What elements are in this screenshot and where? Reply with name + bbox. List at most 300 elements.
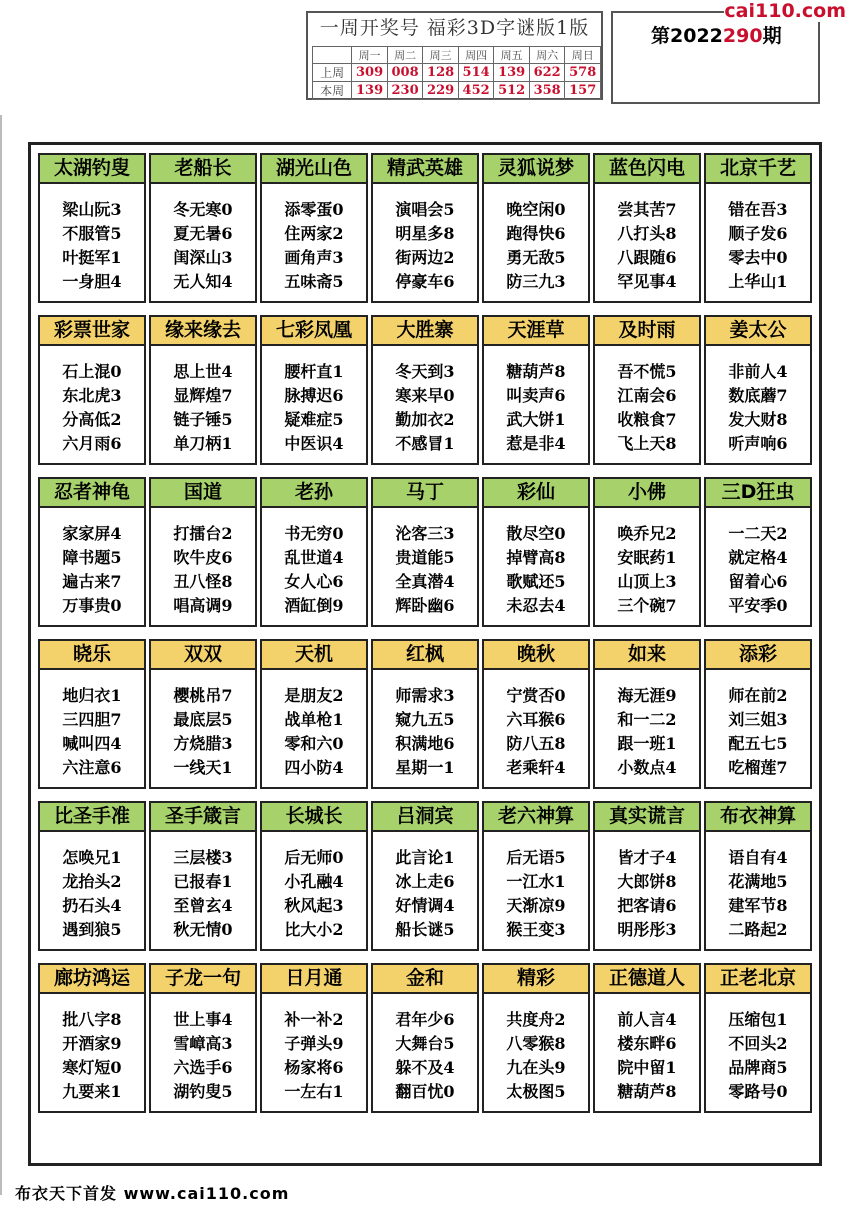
riddle-line: 街两边2 [395, 248, 455, 267]
draw-number: 139 [494, 64, 530, 82]
riddle-line: 链子锤5 [173, 410, 233, 429]
riddle-line: 君年少6 [395, 1010, 455, 1029]
riddle-line: 窥九五5 [395, 710, 455, 729]
riddle-line: 惹是非4 [506, 434, 566, 453]
riddle-line: 三层楼3 [173, 848, 233, 867]
riddle-line: 秋无情0 [173, 920, 233, 939]
riddle-line: 叫卖声6 [506, 386, 566, 405]
puzzle-card [149, 477, 257, 627]
issue-label: 第2022290期 [651, 25, 782, 47]
riddle-line: 开酒家9 [62, 1034, 122, 1053]
riddle-line: 一线天1 [173, 758, 233, 777]
day-label: 周三 [423, 47, 459, 64]
riddle-line: 掉臂高8 [506, 548, 566, 567]
card-body [595, 184, 699, 294]
riddle-line: 一身胆4 [62, 272, 122, 291]
puzzle-card [593, 639, 701, 789]
riddle-line: 飞上天8 [617, 434, 677, 453]
puzzle-card [260, 477, 368, 627]
riddle-line: 最底层5 [173, 710, 233, 729]
card-title: 廊坊鸿运 [40, 965, 144, 994]
riddle-line: 好情调4 [395, 896, 455, 915]
card-body [262, 184, 366, 294]
riddle-line: 小数点4 [617, 758, 677, 777]
card-body [706, 184, 810, 294]
riddle-line: 单刀柄1 [173, 434, 233, 453]
riddle-line: 积满地6 [395, 734, 455, 753]
riddle-line: 湖钓叟5 [173, 1082, 233, 1101]
day-label: 周一 [352, 47, 388, 64]
puzzle-card [704, 639, 812, 789]
puzzle-card [260, 315, 368, 465]
riddle-line: 听声响6 [728, 434, 788, 453]
riddle-line: 太极图5 [506, 1082, 566, 1101]
card-body [373, 184, 477, 294]
draw-number: 157 [565, 82, 601, 100]
riddle-line: 一二天2 [728, 524, 788, 543]
card-body [595, 832, 699, 942]
riddle-line: 地归衣1 [62, 686, 122, 705]
riddle-line: 师在前2 [728, 686, 788, 705]
card-body [262, 832, 366, 942]
riddle-line: 分高低2 [62, 410, 122, 429]
puzzle-card [371, 153, 479, 303]
riddle-line: 平安季0 [728, 596, 788, 615]
riddle-line: 遇到狼5 [62, 920, 122, 939]
draw-number: 578 [565, 64, 601, 82]
riddle-line: 防三九3 [506, 272, 566, 291]
riddle-line: 八零猴8 [506, 1034, 566, 1053]
riddle-line: 江南会6 [617, 386, 677, 405]
card-body [484, 670, 588, 780]
riddle-line: 遍古来7 [62, 572, 122, 591]
puzzle-card [38, 963, 146, 1113]
riddle-line: 大舞台5 [395, 1034, 455, 1053]
weekly-draw-panel [306, 11, 603, 100]
card-title: 湖光山色 [262, 155, 366, 184]
card-body [484, 346, 588, 456]
riddle-line: 不服管5 [62, 224, 122, 243]
riddle-line: 勤加衣2 [395, 410, 455, 429]
riddle-line: 冰上走6 [395, 872, 455, 891]
card-body [706, 508, 810, 618]
riddle-line: 皆才子4 [617, 848, 677, 867]
puzzle-card [260, 153, 368, 303]
riddle-line: 勇无敌5 [506, 248, 566, 267]
card-body [595, 508, 699, 618]
card-title: 灵狐说梦 [484, 155, 588, 184]
riddle-line: 此言论1 [395, 848, 455, 867]
riddle-line: 散尽空0 [506, 524, 566, 543]
riddle-line: 把客请6 [617, 896, 677, 915]
day-label: 周五 [494, 47, 530, 64]
this-week-row [313, 82, 601, 100]
card-title: 北京千艺 [706, 155, 810, 184]
riddle-line: 糖葫芦8 [506, 362, 566, 381]
riddle-line: 六耳猴6 [506, 710, 566, 729]
card-body [262, 994, 366, 1104]
card-body [40, 346, 144, 456]
riddle-line: 女人心6 [284, 572, 344, 591]
riddle-line: 六选手6 [173, 1058, 233, 1077]
riddle-line: 家家屏4 [62, 524, 122, 543]
riddle-line: 六注意6 [62, 758, 122, 777]
riddle-line: 后无师0 [284, 848, 344, 867]
riddle-line: 明彤彤3 [617, 920, 677, 939]
puzzle-card [482, 963, 590, 1113]
riddle-line: 吾不慌5 [617, 362, 677, 381]
day-label: 周六 [529, 47, 565, 64]
card-title: 姜太公 [706, 317, 810, 346]
riddle-line: 一左右1 [284, 1082, 344, 1101]
card-title: 金和 [373, 965, 477, 994]
card-body [706, 832, 810, 942]
draw-number: 452 [458, 82, 494, 100]
card-body [373, 508, 477, 618]
puzzle-card [260, 639, 368, 789]
riddle-line: 东北虎3 [62, 386, 122, 405]
puzzle-row [38, 801, 812, 963]
riddle-line: 上华山1 [728, 272, 788, 291]
riddle-line: 尝其苦7 [617, 200, 677, 219]
day-label: 周二 [387, 47, 423, 64]
riddle-line: 山顶上3 [617, 572, 677, 591]
riddle-line: 中医识4 [284, 434, 344, 453]
puzzle-card [482, 639, 590, 789]
riddle-line: 唱高调9 [173, 596, 233, 615]
card-body [40, 508, 144, 618]
card-title: 彩仙 [484, 479, 588, 508]
card-body [373, 670, 477, 780]
riddle-line: 零去中0 [728, 248, 788, 267]
riddle-line: 补一补2 [284, 1010, 344, 1029]
card-title: 老船长 [151, 155, 255, 184]
row-label: 本周 [313, 82, 352, 100]
riddle-line: 共度舟2 [506, 1010, 566, 1029]
riddle-line: 和一二2 [617, 710, 677, 729]
riddle-line: 樱桃吊7 [173, 686, 233, 705]
puzzle-card [482, 477, 590, 627]
riddle-line: 至曾玄4 [173, 896, 233, 915]
puzzle-card [149, 315, 257, 465]
riddle-line: 八跟随6 [617, 248, 677, 267]
draw-results-table [312, 46, 601, 100]
issue-number: 290 [722, 25, 763, 47]
card-title: 七彩凤凰 [262, 317, 366, 346]
riddle-line: 零路号0 [728, 1082, 788, 1101]
card-title: 添彩 [706, 641, 810, 670]
riddle-line: 花满地5 [728, 872, 788, 891]
card-body [706, 346, 810, 456]
draw-number: 622 [529, 64, 565, 82]
riddle-line: 糖葫芦8 [617, 1082, 677, 1101]
card-title: 晚秋 [484, 641, 588, 670]
puzzle-row [38, 477, 812, 639]
card-title: 大胜寨 [373, 317, 477, 346]
puzzle-card [704, 963, 812, 1113]
riddle-line: 压缩包1 [728, 1010, 788, 1029]
puzzle-row [38, 315, 812, 477]
riddle-line: 批八字8 [62, 1010, 122, 1029]
riddle-line: 非前人4 [728, 362, 788, 381]
riddle-line: 六月雨6 [62, 434, 122, 453]
riddle-line: 安眠药1 [617, 548, 677, 567]
riddle-line: 全真潜4 [395, 572, 455, 591]
riddle-line: 罕见事4 [617, 272, 677, 291]
puzzle-card [371, 639, 479, 789]
puzzle-card [149, 963, 257, 1113]
puzzle-card [371, 801, 479, 951]
riddle-line: 三四胆7 [62, 710, 122, 729]
card-title: 国道 [151, 479, 255, 508]
riddle-line: 数底蘑7 [728, 386, 788, 405]
riddle-line: 一江水1 [506, 872, 566, 891]
puzzle-card [38, 477, 146, 627]
puzzle-card [704, 315, 812, 465]
card-body [595, 346, 699, 456]
puzzle-card [38, 153, 146, 303]
riddle-line: 刘三姐3 [728, 710, 788, 729]
day-label: 周日 [565, 47, 601, 64]
riddle-line: 歌赋还5 [506, 572, 566, 591]
puzzle-board [28, 142, 822, 1166]
riddle-line: 猴王变3 [506, 920, 566, 939]
riddle-line: 书无穷0 [284, 524, 344, 543]
days-row [313, 47, 601, 64]
riddle-line: 明星多8 [395, 224, 455, 243]
riddle-line: 翻百忧0 [395, 1082, 455, 1101]
riddle-line: 晚空闲0 [506, 200, 566, 219]
puzzle-card [38, 801, 146, 951]
riddle-line: 秋风起3 [284, 896, 344, 915]
riddle-line: 龙抬头2 [62, 872, 122, 891]
riddle-line: 后无语5 [506, 848, 566, 867]
draw-number: 514 [458, 64, 494, 82]
card-title: 太湖钓叟 [40, 155, 144, 184]
card-body [262, 346, 366, 456]
card-title: 彩票世家 [40, 317, 144, 346]
card-body [151, 832, 255, 942]
riddle-line: 比大小2 [284, 920, 344, 939]
puzzle-row [38, 963, 812, 1125]
puzzle-card [38, 639, 146, 789]
riddle-line: 星期一1 [395, 758, 455, 777]
riddle-line: 住两家2 [284, 224, 344, 243]
riddle-line: 就定格4 [728, 548, 788, 567]
left-margin-rule [0, 115, 2, 1195]
card-title: 蓝色闪电 [595, 155, 699, 184]
card-body [151, 508, 255, 618]
card-title: 真实谎言 [595, 803, 699, 832]
card-body [262, 670, 366, 780]
puzzle-card [593, 315, 701, 465]
puzzle-card [704, 153, 812, 303]
riddle-line: 夏无暑6 [173, 224, 233, 243]
draw-number: 309 [352, 64, 388, 82]
riddle-line: 留着心6 [728, 572, 788, 591]
riddle-line: 唤乔兄2 [617, 524, 677, 543]
draw-number: 230 [387, 82, 423, 100]
riddle-line: 寒灯短0 [62, 1058, 122, 1077]
riddle-line: 吃榴莲7 [728, 758, 788, 777]
draw-number: 512 [494, 82, 530, 100]
riddle-line: 不感冒1 [395, 434, 455, 453]
riddle-line: 方烧腊3 [173, 734, 233, 753]
riddle-line: 五味斋5 [284, 272, 344, 291]
riddle-line: 语自有4 [728, 848, 788, 867]
puzzle-card [482, 153, 590, 303]
day-label: 周四 [458, 47, 494, 64]
riddle-line: 发大财8 [728, 410, 788, 429]
riddle-line: 辉卧幽6 [395, 596, 455, 615]
card-title: 忍者神龟 [40, 479, 144, 508]
puzzle-card [482, 315, 590, 465]
puzzle-card [704, 801, 812, 951]
riddle-line: 乱世道4 [284, 548, 344, 567]
riddle-line: 寒来早0 [395, 386, 455, 405]
puzzle-card [149, 153, 257, 303]
riddle-line: 梁山阮3 [62, 200, 122, 219]
riddle-line: 师需求3 [395, 686, 455, 705]
riddle-line: 世上事4 [173, 1010, 233, 1029]
riddle-line: 画角声3 [284, 248, 344, 267]
riddle-line: 无人知4 [173, 272, 233, 291]
riddle-line: 八打头8 [617, 224, 677, 243]
card-title: 子龙一句 [151, 965, 255, 994]
card-title: 晓乐 [40, 641, 144, 670]
riddle-line: 前人言4 [617, 1010, 677, 1029]
puzzle-card [260, 801, 368, 951]
puzzle-card [371, 315, 479, 465]
card-body [706, 670, 810, 780]
card-body [40, 184, 144, 294]
card-title: 及时雨 [595, 317, 699, 346]
card-body [262, 508, 366, 618]
card-body [595, 994, 699, 1104]
puzzle-row [38, 639, 812, 801]
card-title: 老六神算 [484, 803, 588, 832]
riddle-line: 错在吾3 [728, 200, 788, 219]
card-title: 双双 [151, 641, 255, 670]
riddle-line: 宁赏否0 [506, 686, 566, 705]
riddle-line: 建军节8 [728, 896, 788, 915]
riddle-line: 叶挺军1 [62, 248, 122, 267]
card-body [40, 832, 144, 942]
riddle-line: 零和六0 [284, 734, 344, 753]
card-body [40, 994, 144, 1104]
riddle-line: 四小防4 [284, 758, 344, 777]
riddle-line: 楼东畔6 [617, 1034, 677, 1053]
riddle-line: 疑难症5 [284, 410, 344, 429]
card-body [484, 508, 588, 618]
card-title: 吕洞宾 [373, 803, 477, 832]
puzzle-card [260, 963, 368, 1113]
riddle-line: 防八五8 [506, 734, 566, 753]
riddle-line: 思上世4 [173, 362, 233, 381]
riddle-line: 杨家将6 [284, 1058, 344, 1077]
card-title: 天涯草 [484, 317, 588, 346]
riddle-line: 怎唤兄1 [62, 848, 122, 867]
riddle-line: 喊叫四4 [62, 734, 122, 753]
riddle-line: 打擂台2 [173, 524, 233, 543]
card-title: 老孙 [262, 479, 366, 508]
puzzle-grid [38, 153, 812, 1125]
card-title: 正老北京 [706, 965, 810, 994]
riddle-line: 九要来1 [62, 1082, 122, 1101]
draw-number: 229 [423, 82, 459, 100]
site-link[interactable]: cai110.com [724, 0, 846, 22]
riddle-line: 未忍去4 [506, 596, 566, 615]
card-body [151, 994, 255, 1104]
puzzle-card [593, 477, 701, 627]
card-title: 精武英雄 [373, 155, 477, 184]
puzzle-card [149, 801, 257, 951]
riddle-line: 大郎饼8 [617, 872, 677, 891]
issue-panel [611, 11, 820, 104]
draw-number: 139 [352, 82, 388, 100]
row-label: 上周 [313, 64, 352, 82]
riddle-line: 不回头2 [728, 1034, 788, 1053]
riddle-line: 二路起2 [728, 920, 788, 939]
puzzle-card [593, 801, 701, 951]
puzzle-card [38, 315, 146, 465]
riddle-line: 船长谜5 [395, 920, 455, 939]
riddle-line: 躲不及4 [395, 1058, 455, 1077]
card-title: 精彩 [484, 965, 588, 994]
riddle-line: 是朋友2 [284, 686, 344, 705]
riddle-line: 武大饼1 [506, 410, 566, 429]
card-title: 如来 [595, 641, 699, 670]
card-body [373, 346, 477, 456]
riddle-line: 配五七5 [728, 734, 788, 753]
riddle-line: 子弹头9 [284, 1034, 344, 1053]
card-title: 缘来缘去 [151, 317, 255, 346]
riddle-line: 石上混0 [62, 362, 122, 381]
puzzle-card [371, 963, 479, 1113]
riddle-line: 老乘轩4 [506, 758, 566, 777]
panel-title: 一周开奖号 福彩3D字谜版1版 [319, 17, 590, 39]
draw-number: 008 [387, 64, 423, 82]
card-body [595, 670, 699, 780]
riddle-line: 跑得快6 [506, 224, 566, 243]
riddle-line: 丑八怪8 [173, 572, 233, 591]
riddle-line: 天渐凉9 [506, 896, 566, 915]
footer-credit: 布衣天下首发 www.cai110.com [15, 1184, 290, 1203]
riddle-line: 小孔融4 [284, 872, 344, 891]
riddle-line: 腰杆直1 [284, 362, 344, 381]
card-title: 长城长 [262, 803, 366, 832]
card-body [151, 184, 255, 294]
riddle-line: 沦客三3 [395, 524, 455, 543]
card-body [373, 994, 477, 1104]
card-title: 红枫 [373, 641, 477, 670]
riddle-line: 添零蛋0 [284, 200, 344, 219]
riddle-line: 院中留1 [617, 1058, 677, 1077]
card-body [706, 994, 810, 1104]
riddle-line: 显辉煌7 [173, 386, 233, 405]
card-title: 比圣手准 [40, 803, 144, 832]
riddle-line: 障书题5 [62, 548, 122, 567]
puzzle-card [149, 639, 257, 789]
draw-number: 128 [423, 64, 459, 82]
riddle-line: 冬无寒0 [173, 200, 233, 219]
card-title: 三D狂虫 [706, 479, 810, 508]
riddle-line: 贵道能5 [395, 548, 455, 567]
riddle-line: 吹牛皮6 [173, 548, 233, 567]
card-body [484, 184, 588, 294]
puzzle-card [371, 477, 479, 627]
card-body [484, 994, 588, 1104]
